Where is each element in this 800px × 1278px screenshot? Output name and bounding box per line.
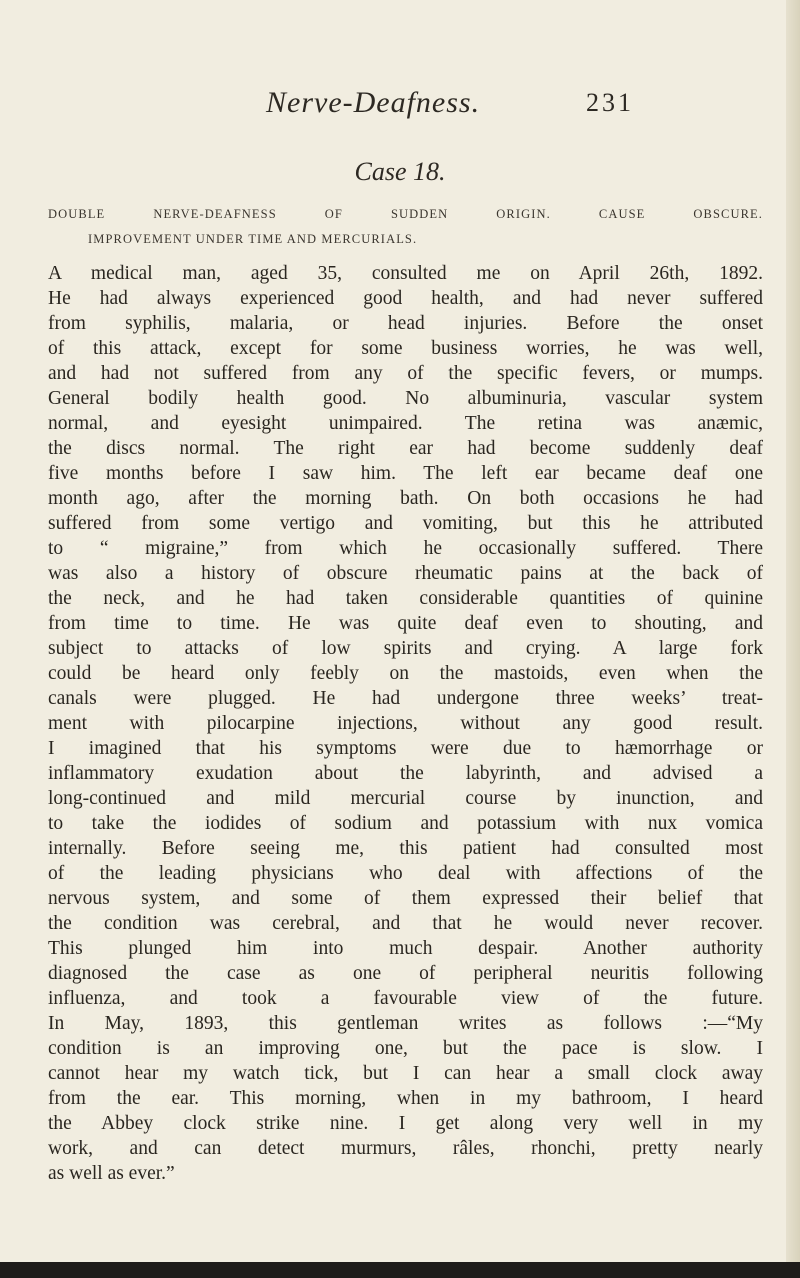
text-line: canals were plugged. He had undergone three weeks’ treat- [48,688,763,709]
text-line: the Abbey clock strike nine. I get along very well in my [48,1113,763,1134]
running-title: Nerve-Deafness. [266,86,481,119]
text-line: to “ migraine,” from which he occasionally suffered. There [48,538,763,559]
text-line: could be heard only feebly on the mastoids, even when the [48,663,763,684]
text-line: the discs normal. The right ear had become suddenly deaf [48,438,763,459]
page-number: 231 [586,88,634,117]
case-subheading-line-2: IMPROVEMENT UNDER TIME AND MERCURIALS. [88,232,418,246]
text-line: of this attack, except for some business worries, he was well, [48,338,763,359]
text-line: internally. Before seeing me, this patient had consulted most [48,838,763,859]
text-line: A medical man, aged 35, consulted me on April 26th, 1892. [48,263,763,284]
text-line: I imagined that his symptoms were due to hæmorrhage or [48,738,763,759]
text-line: cannot hear my watch tick, but I can hear a small clock away [48,1063,763,1084]
scan-edge [0,1262,800,1278]
text-line: normal, and eyesight unimpaired. The retina was anæmic, [48,413,763,434]
case-body [48,261,763,1186]
text-line: In May, 1893, this gentleman writes as follows :—“My [48,1013,763,1034]
text-line: month ago, after the morning bath. On both occasions he had [48,488,763,509]
text-line: of the leading physicians who deal with affections of the [48,863,763,884]
case-subheading-line-1: DOUBLE NERVE-DEAFNESS OF SUDDEN ORIGIN. CAUSE OBSCURE. [48,207,763,221]
text-line: five months before I saw him. The left ear became deaf one [48,463,763,484]
text-line: to take the iodides of sodium and potassium with nux vomica [48,813,763,834]
text-line: nervous system, and some of them expressed their belief that [48,888,763,909]
text-line: inflammatory exudation about the labyrinth, and advised a [48,763,763,784]
text-line: long-continued and mild mercurial course by inunction, and [48,788,763,809]
text-line: from syphilis, malaria, or head injuries. Before the onset [48,313,763,334]
text-line: from the ear. This morning, when in my bathroom, I heard [48,1088,763,1109]
text-line: and had not suffered from any of the specific fevers, or mumps. [48,363,763,384]
text-line: the neck, and he had taken considerable quantities of quinine [48,588,763,609]
text-line: ment with pilocarpine injections, without any good result. [48,713,763,734]
text-line: He had always experienced good health, and had never suffered [48,288,763,309]
text-line: General bodily health good. No albuminuria, vascular system [48,388,763,409]
text-line: work, and can detect murmurs, râles, rhonchi, pretty nearly [48,1138,763,1159]
text-line: condition is an improving one, but the pace is slow. I [48,1038,763,1059]
page-edge [786,0,800,1278]
running-head [244,86,634,126]
case-heading: Case 18. [354,157,446,186]
text-line: diagnosed the case as one of peripheral neuritis following [48,963,763,984]
text-line: This plunged him into much despair. Another authority [48,938,763,959]
text-line: suffered from some vertigo and vomiting, but this he attributed [48,513,763,534]
text-line: subject to attacks of low spirits and crying. A large fork [48,638,763,659]
text-line: as well as ever.” [48,1163,175,1184]
text-line: the condition was cerebral, and that he would never recover. [48,913,763,934]
text-line: from time to time. He was quite deaf even to shouting, and [48,613,763,634]
text-line: was also a history of obscure rheumatic pains at the back of [48,563,763,584]
text-line: influenza, and took a favourable view of the future. [48,988,763,1009]
